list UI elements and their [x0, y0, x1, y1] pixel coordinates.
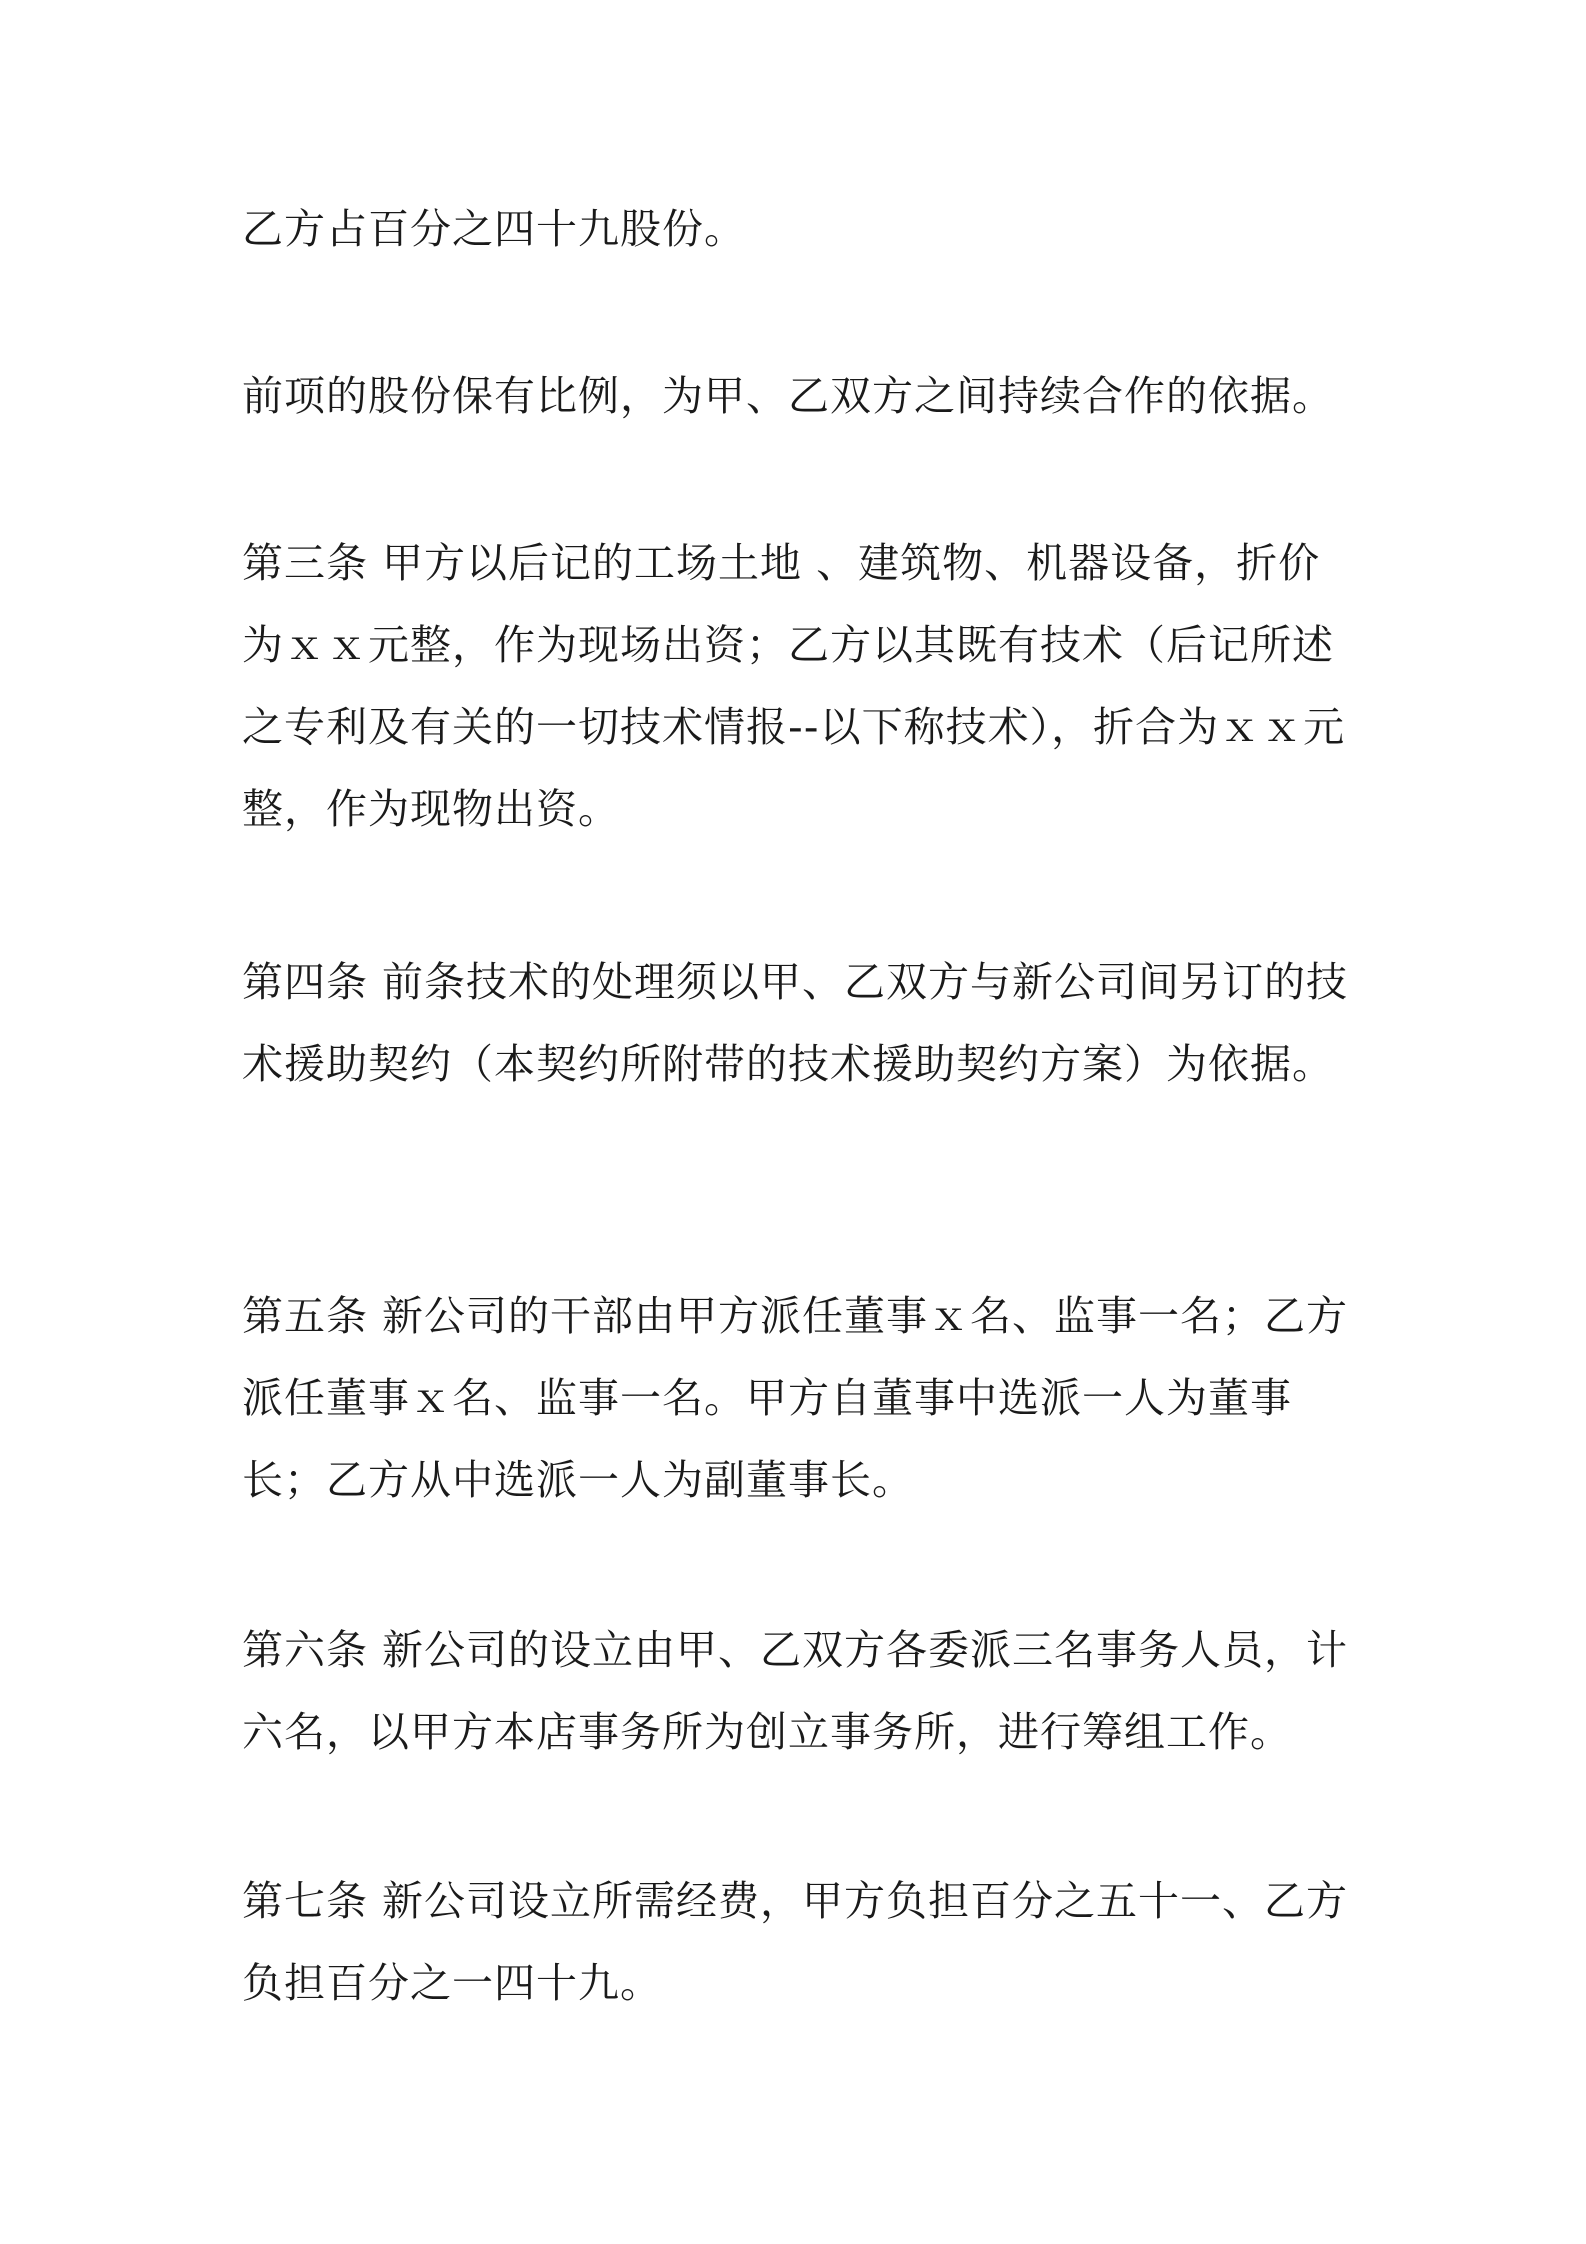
- paragraph-shareholding-b: 乙方占百分之四十九股份。: [242, 205, 746, 253]
- paragraph-article-7: 第七条 新公司设立所需经费，甲方负担百分之五十一、乙方负担百分之一四十九。: [242, 1877, 1349, 2007]
- paragraph-article-3: 第三条 甲方以后记的工场土地 、建筑物、机器设备，折价为ｘｘ元整，作为现场出资；乙方以其既有技术（后记所述之专利及有关的一切技术情报--以下称技术），折合为ｘｘ元整，作为现物出资。: [242, 539, 1346, 833]
- paragraph-shareholding-basis: 前项的股份保有比例，为甲、乙双方之间持续合作的依据。: [242, 372, 1334, 420]
- paragraph-article-4: 第四条 前条技术的处理须以甲、乙双方与新公司间另订的技术援助契约（本契约所附带的技术援助契约方案）为依据。: [242, 958, 1349, 1088]
- paragraph-article-5: 第五条 新公司的干部由甲方派任董事ｘ名、监事一名；乙方派任董事ｘ名、监事一名。甲方自董事中选派一人为董事长；乙方从中选派一人为副董事长。: [242, 1292, 1349, 1504]
- paragraph-article-6: 第六条 新公司的设立由甲、乙双方各委派三名事务人员，计六名，以甲方本店事务所为创立事务所，进行筹组工作。: [242, 1626, 1349, 1756]
